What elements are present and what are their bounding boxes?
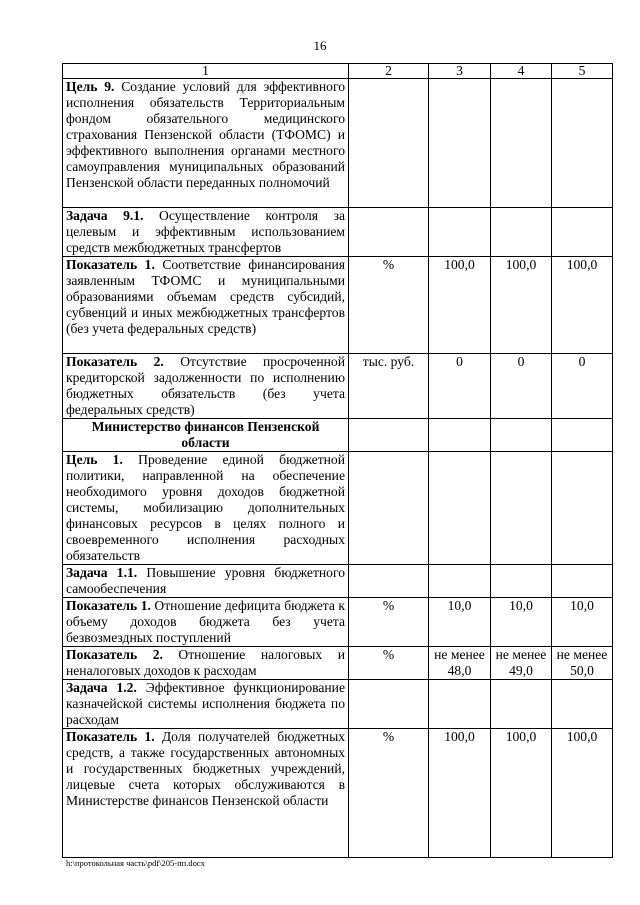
value-cell-4: 100,0 bbox=[491, 257, 552, 354]
row-text: Повышение уровня бюджетного самообеспечения bbox=[66, 565, 345, 596]
value-cell-3 bbox=[429, 680, 491, 729]
row-label: Показатель 1. bbox=[66, 257, 155, 272]
value-cell-3 bbox=[429, 565, 491, 598]
row-label: Цель 1. bbox=[66, 452, 123, 467]
table-row bbox=[63, 729, 613, 858]
row-description bbox=[63, 208, 349, 257]
table-row bbox=[63, 354, 613, 419]
row-description bbox=[63, 565, 349, 598]
table-row bbox=[63, 598, 613, 647]
row-description bbox=[63, 598, 349, 647]
value-cell-3: 100,0 bbox=[429, 257, 491, 354]
row-text: Эффективное функционирование казначейской системы исполнения бюджета по расходам bbox=[66, 680, 345, 727]
department-name: Министерство финансов Пензенской области bbox=[91, 419, 320, 450]
row-label: Показатель 1. bbox=[66, 598, 151, 613]
row-description bbox=[63, 647, 349, 680]
unit-cell: % bbox=[349, 257, 429, 354]
header-row bbox=[63, 64, 613, 79]
value-cell-5: 100,0 bbox=[552, 729, 613, 858]
value-cell-4: 10,0 bbox=[491, 598, 552, 647]
value-cell-5 bbox=[552, 79, 613, 208]
table-row bbox=[63, 647, 613, 680]
table-row bbox=[63, 257, 613, 354]
value-cell-3 bbox=[429, 419, 491, 452]
unit-cell: % bbox=[349, 647, 429, 680]
value-cell-4 bbox=[491, 452, 552, 565]
row-label: Показатель 2. bbox=[66, 354, 164, 369]
unit-cell bbox=[349, 452, 429, 565]
row-text: Проведение единой бюджетной политики, направленной на обеспечение необходимого уровня доходов бюджетной системы, мобилизацию дополнительных финансовых ресурсов в целях полного и своевременного исполнения расходных обязательств bbox=[66, 452, 345, 563]
value-cell-4 bbox=[491, 565, 552, 598]
value-cell-4 bbox=[491, 419, 552, 452]
value-cell-5 bbox=[552, 680, 613, 729]
value-cell-3: не менее 48,0 bbox=[429, 647, 491, 680]
row-label: Показатель 1. bbox=[66, 729, 155, 744]
row-text: Отношение дефицита бюджета к объему доходов бюджета без учета безвозмездных поступлений bbox=[66, 598, 345, 645]
row-label: Цель 9. bbox=[66, 79, 115, 94]
header-col-3: 3 bbox=[429, 64, 491, 79]
row-description bbox=[63, 257, 349, 354]
row-label: Показатель 2. bbox=[66, 647, 163, 662]
unit-cell bbox=[349, 419, 429, 452]
value-cell-5: 0 bbox=[552, 354, 613, 419]
unit-cell bbox=[349, 565, 429, 598]
row-label: Задача 1.2. bbox=[66, 680, 137, 695]
row-text: Отношение налоговых и неналоговых доходов к расходам bbox=[66, 647, 345, 678]
row-text: Осуществление контроля за целевым и эффективным использованием средств межбюджетных трансфертов bbox=[66, 208, 345, 255]
row-label: Задача 9.1. bbox=[66, 208, 144, 223]
row-label: Задача 1.1. bbox=[66, 565, 138, 580]
row-description bbox=[63, 452, 349, 565]
value-cell-4: 100,0 bbox=[491, 729, 552, 858]
value-cell-5 bbox=[552, 208, 613, 257]
table-row bbox=[63, 452, 613, 565]
value-cell-5 bbox=[552, 565, 613, 598]
table-row bbox=[63, 208, 613, 257]
row-text: Отсутствие просроченной кредиторской задолженности по исполнению бюджетных обязательств (без учета федеральных средств) bbox=[66, 354, 345, 417]
value-cell-4: 0 bbox=[491, 354, 552, 419]
value-cell-4 bbox=[491, 680, 552, 729]
row-text: Создание условий для эффективного исполнения обязательств Территориальным фондом обязательного медицинского страхования Пензенской области (ТФОМС) и эффективного выполнения органами местного самоуправления муниципальных образований Пензенской области переданных полномочий bbox=[66, 79, 345, 190]
row-description bbox=[63, 79, 349, 208]
indicators-table bbox=[62, 63, 613, 858]
value-cell-3 bbox=[429, 79, 491, 208]
department-title bbox=[63, 419, 349, 452]
unit-cell: % bbox=[349, 598, 429, 647]
row-description bbox=[63, 354, 349, 419]
value-cell-3: 0 bbox=[429, 354, 491, 419]
unit-cell: тыс. руб. bbox=[349, 354, 429, 419]
value-cell-3: 100,0 bbox=[429, 729, 491, 858]
table-row bbox=[63, 680, 613, 729]
value-cell-5: 10,0 bbox=[552, 598, 613, 647]
value-cell-4 bbox=[491, 208, 552, 257]
row-description bbox=[63, 729, 349, 858]
row-description bbox=[63, 680, 349, 729]
page-number: 16 bbox=[313, 38, 327, 53]
value-cell-5 bbox=[552, 419, 613, 452]
header-col-1: 1 bbox=[63, 64, 349, 79]
unit-cell bbox=[349, 208, 429, 257]
value-cell-3 bbox=[429, 208, 491, 257]
department-row bbox=[63, 419, 613, 452]
table-row bbox=[63, 565, 613, 598]
unit-cell: % bbox=[349, 729, 429, 858]
value-cell-5: 100,0 bbox=[552, 257, 613, 354]
value-cell-5 bbox=[552, 452, 613, 565]
value-cell-3: 10,0 bbox=[429, 598, 491, 647]
unit-cell bbox=[349, 680, 429, 729]
header-col-4: 4 bbox=[491, 64, 552, 79]
row-text: Доля получателей бюджетных средств, а также государственных автономных и государственных бюджетных учреждений, лицевые счета которых обслуживаются в Министерстве финансов Пензенской области bbox=[66, 729, 345, 808]
file-path-footer: h:\протокольная часть\pdf\205-пп.docx bbox=[66, 858, 205, 868]
row-text: Соответствие финансирования заявленным ТФОМС и муниципальными образованиями объемам средств субсидий, субвенций и иных межбюджетных трансфертов (без учета федеральных средств) bbox=[66, 257, 346, 336]
value-cell-5: не менее 50,0 bbox=[552, 647, 613, 680]
value-cell-3 bbox=[429, 452, 491, 565]
unit-cell bbox=[349, 79, 429, 208]
value-cell-4: не менее 49,0 bbox=[491, 647, 552, 680]
table-row bbox=[63, 79, 613, 208]
header-col-5: 5 bbox=[552, 64, 613, 79]
value-cell-4 bbox=[491, 79, 552, 208]
header-col-2: 2 bbox=[349, 64, 429, 79]
